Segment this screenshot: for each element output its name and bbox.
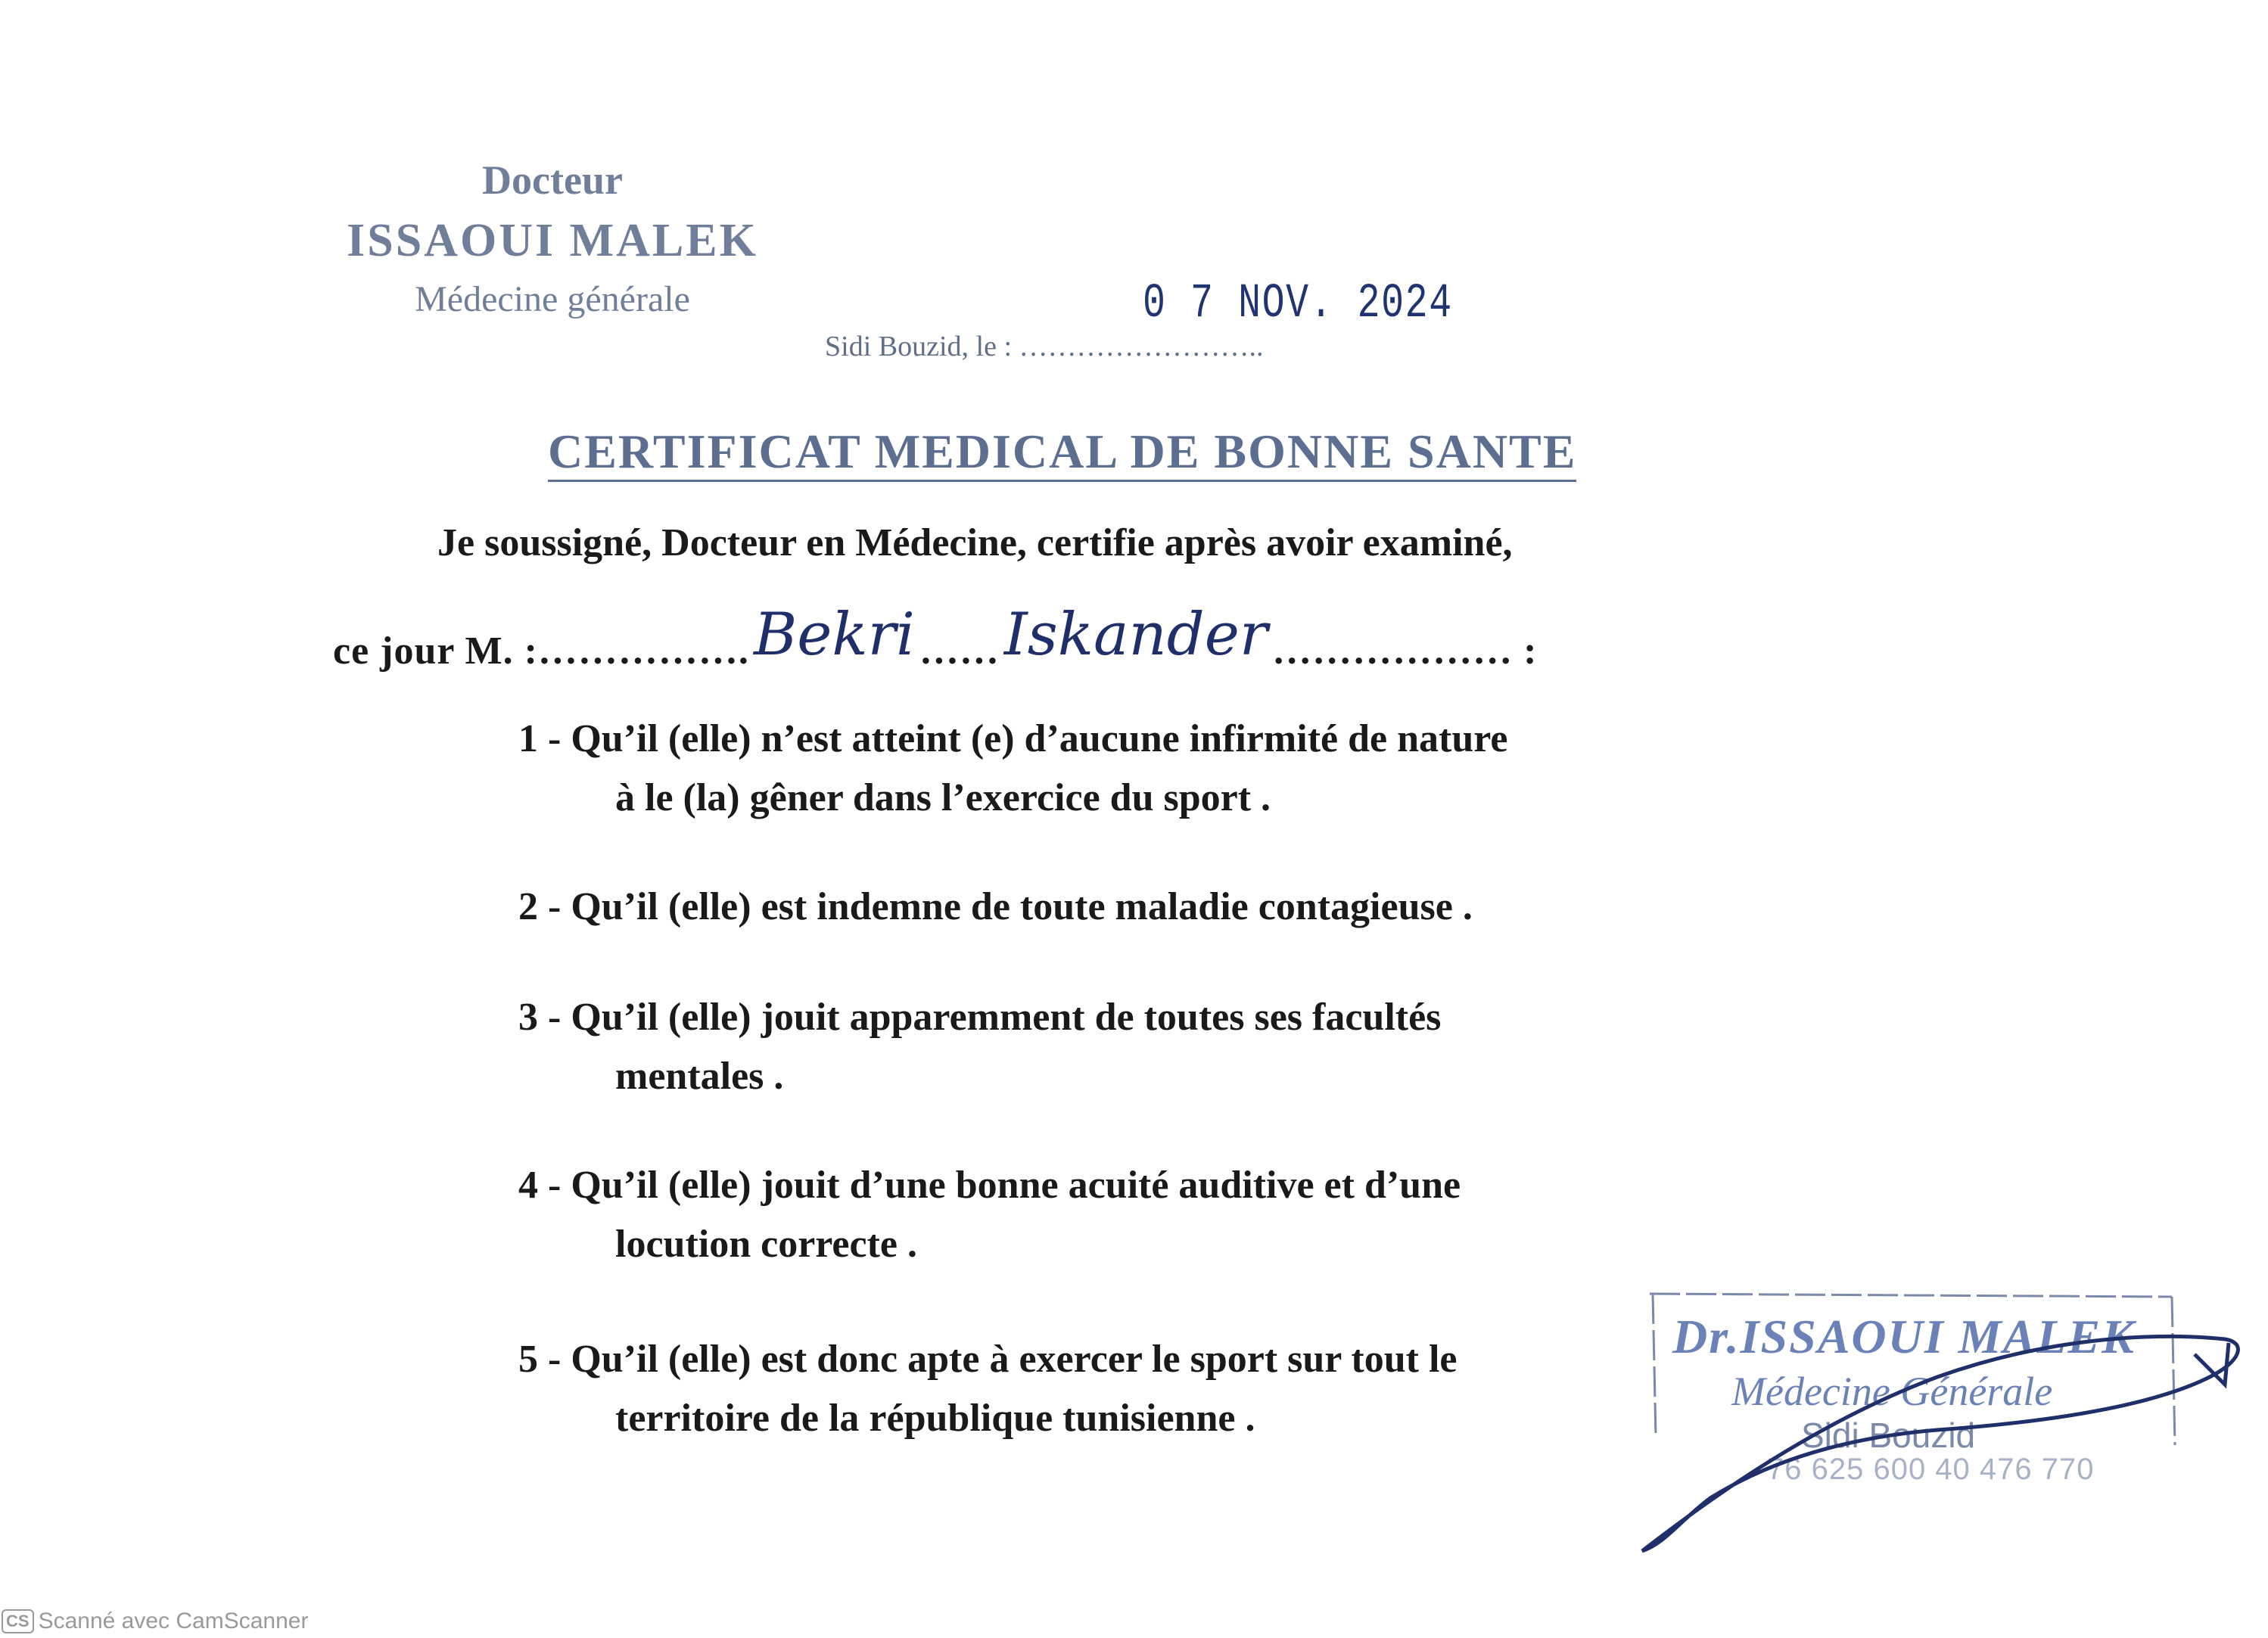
patient-last-handwritten: Iskander: [1003, 601, 1268, 669]
clause-4: [518, 1156, 1805, 1274]
patient-name-line: [333, 601, 1538, 673]
doctor-name: ISSAOUI MALEK: [347, 215, 758, 266]
date-stamp: 0 7 NOV. 2024: [1143, 277, 1453, 331]
stamp-city: Sidi Bouzid: [1801, 1416, 1976, 1455]
patient-mid-dots: ……: [919, 629, 1000, 673]
clause-5: [518, 1330, 1805, 1448]
clause-5-line2: territoire de la république tunisienne .: [615, 1397, 1255, 1440]
clause-2: [518, 878, 1805, 937]
document-title: CERTIFICAT MEDICAL DE BONNE SANTE: [548, 424, 1576, 482]
clause-1: [518, 710, 1805, 828]
patient-suffix: ……………… :: [1272, 629, 1538, 673]
scanner-text: Scanné avec CamScanner: [38, 1608, 309, 1633]
clause-3-line2: mentales .: [615, 1055, 784, 1098]
place-date-line: Sidi Bouzid, le : ……………………..: [825, 331, 1264, 362]
clause-3: [518, 988, 1805, 1106]
intro-sentence: Je soussigné, Docteur en Médecine, certifie après avoir examiné,: [437, 521, 1513, 564]
doctor-header-stamp: [318, 151, 787, 327]
stamp-doctor-name: Dr.ISSAOUI MALEK: [1672, 1310, 2136, 1363]
clause-4-line1: 4 - Qu’il (elle) jouit d’une bonne acuité auditive et d’une: [518, 1164, 1461, 1207]
clause-2-line1: 2 - Qu’il (elle) est indemne de toute maladie contagieuse .: [518, 885, 1473, 928]
camscanner-logo: CS: [2, 1609, 34, 1633]
patient-prefix: ce jour M. :…………….: [333, 629, 749, 673]
stamp-specialty: Médecine Générale: [1731, 1369, 2053, 1414]
clause-5-line1: 5 - Qu’il (elle) est donc apte à exercer le sport sur tout le: [518, 1338, 1458, 1381]
doctor-title: Docteur: [482, 157, 623, 203]
clause-1-line2: à le (la) gêner dans l’exercice du sport .: [615, 776, 1271, 819]
handwritten-signature: [1619, 1271, 2255, 1574]
patient-first-handwritten: Bekri: [753, 601, 915, 669]
clause-3-line1: 3 - Qu’il (elle) jouit apparemment de toutes ses facultés: [518, 996, 1442, 1039]
scanner-watermark: [2, 1608, 308, 1634]
stamp-phones: 76 625 600 40 476 770: [1767, 1453, 2095, 1486]
clause-4-line2: locution correcte .: [615, 1223, 917, 1266]
doctor-specialty: Médecine générale: [415, 279, 690, 319]
clause-1-line1: 1 - Qu’il (elle) n’est atteint (e) d’aucune infirmité de nature: [518, 717, 1508, 760]
